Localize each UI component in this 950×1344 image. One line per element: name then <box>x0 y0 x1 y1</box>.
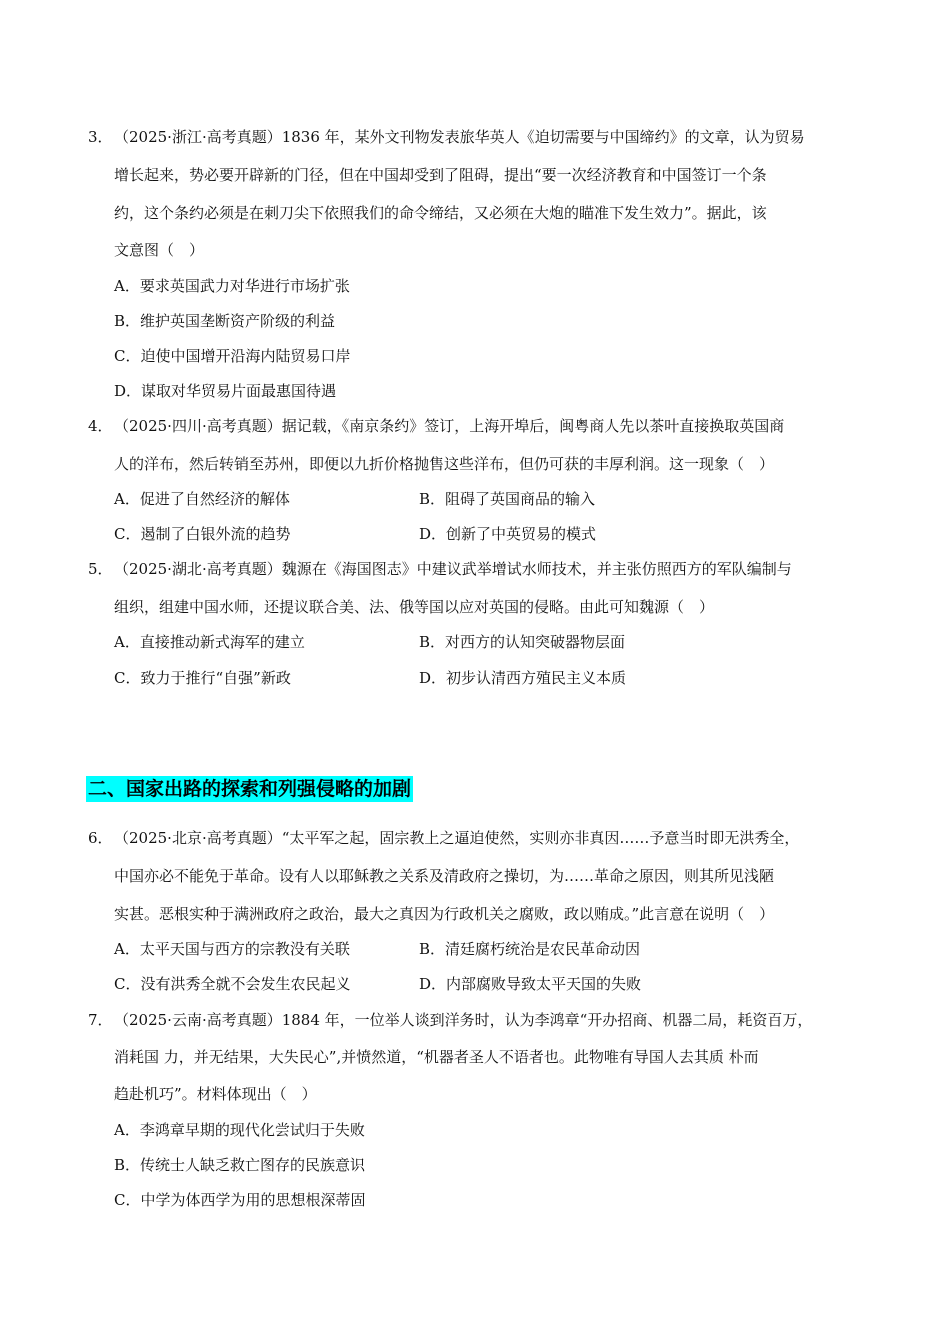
question-text-line: 趋赴机巧”。材料体现出（ ） <box>114 1085 317 1103</box>
question-text-line: 文意图（ ） <box>114 241 205 259</box>
option-d[interactable]: D．初步认清西方殖民主义本质 <box>419 669 627 687</box>
option-b[interactable]: B．维护英国垄断资产阶级的利益 <box>114 312 336 330</box>
question-number: 5． <box>88 560 113 578</box>
question-text-line: （2025·浙江·高考真题）1836 年，某外文刊物发表旅华英人《迫切需要与中国缔约》的文章，认为贸易 <box>114 128 805 146</box>
option-a[interactable]: A．太平天国与西方的宗教没有关联 <box>114 940 350 958</box>
option-d[interactable]: D．创新了中英贸易的模式 <box>419 525 597 543</box>
question-number: 3． <box>88 128 113 146</box>
question-text-line: （2025·云南·高考真题）1884 年，一位举人谈到洋务时，认为李鸿章“开办招商、机器二局，耗资百万， <box>114 1011 813 1029</box>
question-number: 7． <box>88 1011 113 1029</box>
option-a[interactable]: A．直接推动新式海军的建立 <box>114 633 305 651</box>
option-d[interactable]: D．内部腐败导致太平天国的失败 <box>419 975 642 993</box>
option-a[interactable]: A．促进了自然经济的解体 <box>114 490 290 508</box>
question-text-line: 增长起来，势必要开辟新的门径，但在中国却受到了阻碍，提出“要一次经济教育和中国签订一个条 <box>114 166 767 184</box>
option-c[interactable]: C．没有洪秀全就不会发生农民起义 <box>114 975 351 993</box>
question-text-line: 人的洋布，然后转销至苏州，即便以九折价格抛售这些洋布，但仍可获的丰厚利润。这一现象（ ） <box>114 455 775 473</box>
option-c[interactable]: C．遏制了白银外流的趋势 <box>114 525 291 543</box>
option-b[interactable]: B．阻碍了英国商品的输入 <box>419 490 596 508</box>
question-text-line: （2025·四川·高考真题）据记载，《南京条约》签订，上海开埠后，闽粤商人先以茶叶直接换取英国商 <box>114 417 785 435</box>
question-text-line: 组织，组建中国水师，还提议联合美、法、俄等国以应对英国的侵略。由此可知魏源（ ） <box>114 598 715 616</box>
question-text-line: 中国亦必不能免于革命。设有人以耶稣教之关系及清政府之操切，为……革命之原因，则其所见浅陋 <box>114 867 775 885</box>
question-text-line: 实甚。恶根实种于满洲政府之政治，最大之真因为行政机关之腐败，政以贿成。”此言意在说明（ ） <box>114 905 775 923</box>
option-b[interactable]: B．清廷腐朽统治是农民革命动因 <box>419 940 641 958</box>
option-d[interactable]: D．谋取对华贸易片面最惠国待遇 <box>114 382 337 400</box>
question-number: 6． <box>88 829 113 847</box>
question-text-line: 约，这个条约必须是在刺刀尖下依照我们的命令缔结，又必须在大炮的瞄准下发生效力”。据此，该 <box>114 204 767 222</box>
section-heading: 二、国家出路的探索和列强侵略的加剧 <box>88 778 412 800</box>
question-text-line: 消耗国 力，并无结果，大失民心”,并愤然道，“机器者圣人不语者也。此物唯有导国人去其质 朴而 <box>114 1048 759 1066</box>
option-c[interactable]: C．迫使中国增开沿海内陆贸易口岸 <box>114 347 351 365</box>
question-text-line: （2025·北京·高考真题）“太平军之起，固宗教上之逼迫使然，实则亦非真因……予意当时即无洪秀全， <box>114 829 800 847</box>
option-a[interactable]: A．要求英国武力对华进行市场扩张 <box>114 277 350 295</box>
question-text-line: （2025·湖北·高考真题）魏源在《海国图志》中建议武举增试水师技术，并主张仿照西方的军队编制与 <box>114 560 792 578</box>
option-a[interactable]: A．李鸿章早期的现代化尝试归于失败 <box>114 1121 365 1139</box>
question-number: 4． <box>88 417 113 435</box>
option-c[interactable]: C．致力于推行“自强”新政 <box>114 669 291 687</box>
option-b[interactable]: B．传统士人缺乏救亡图存的民族意识 <box>114 1156 366 1174</box>
option-b[interactable]: B．对西方的认知突破器物层面 <box>419 633 626 651</box>
option-c[interactable]: C．中学为体西学为用的思想根深蒂固 <box>114 1191 366 1209</box>
